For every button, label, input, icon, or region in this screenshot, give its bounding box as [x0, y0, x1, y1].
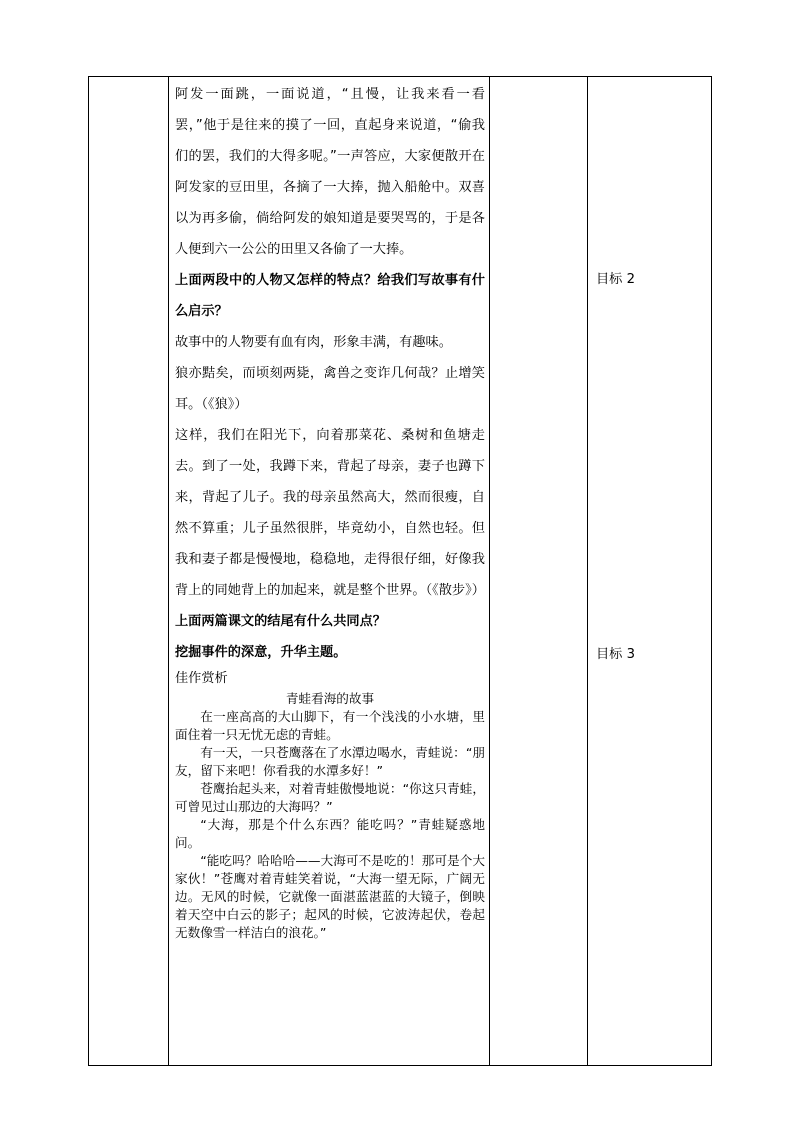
quote-paragraph-shexi: 阿发一面跳，一面说道，“且慢，让我来看一看罢，”他于是往来的摸了一回，直起身来说道，“偷我们的罢，我们的大得多呢。”一声答应，大家便散开在阿发家的豆田里，各摘了一大捧，抛入船舱中。双喜以为再多偷，倘给阿发的娘知道是要哭骂的，于是各人便到六一公公的田里又各偷了一大捧。: [175, 87, 485, 257]
answer-characters: 故事中的人物要有血有肉，形象丰满，有趣味。: [175, 335, 452, 350]
story-paragraph: 苍鹰抬起头来，对着青蛙傲慢地说：“你这只青蛙，可曾见过山那边的大海吗？”: [175, 781, 485, 814]
question-endings: 上面两篇课文的结尾有什么共同点？: [175, 614, 386, 629]
table-row: [89, 77, 712, 1066]
story-paragraph: 在一座高高的大山脚下，有一个浅浅的小水塘，里面住着一只无忧无虑的青蛙。: [175, 709, 485, 742]
quote-paragraph-wolf: 狼亦黠矣，而顷刻两毙，禽兽之变诈几何哉？止增笑耳。（《狼》）: [175, 366, 485, 412]
lesson-table: [88, 76, 712, 1066]
story-paragraph: “大海，那是个什么东西？能吃吗？”青蛙疑惑地问。: [175, 817, 485, 850]
quote-paragraph-walk: 这样，我们在阳光下，向着那菜花、桑树和鱼塘走去。到了一处，我蹲下来，背起了母亲，妻子也蹲下来，背起了儿子。我的母亲虽然高大，然而很瘦，自然不算重；儿子虽然很胖，毕竟幼小，自然也轻。但我和妻子都是慢慢地，稳稳地，走得很仔细，好像我背上的同她背上的加起来，就是整个世界。（《散步》）: [175, 428, 485, 598]
appreciation-label: 佳作赏析: [175, 671, 228, 686]
story-paragraph: 有一天，一只苍鹰落在了水潭边喝水，青蛙说：“朋友，留下来吧！你看我的水潭多好！”: [175, 745, 485, 778]
left-blank-cell: [89, 77, 169, 1066]
content-body: [169, 79, 489, 942]
goal-2-label: 目标 2: [596, 272, 635, 287]
story-paragraph: “能吃吗？哈哈哈——大海可不是吃的！那可是个大家伙！”苍鹰对着青蛙笑着说，“大海一望无际，广阔无边。无风的时候，它就像一面湛蓝湛蓝的大镜子，倒映着天空中白云的影子；起风的时候，它波涛起伏，卷起无数像雪一样洁白的浪花。”: [175, 853, 485, 940]
question-characters: 上面两段中的人物又怎样的特点？给我们写故事有什么启示？: [175, 273, 485, 319]
content-cell: [169, 77, 490, 1066]
answer-endings: 挖掘事件的深意，升华主题。: [175, 645, 347, 660]
goals-cell: [588, 77, 712, 1066]
story-title: 青蛙看海的故事: [285, 691, 375, 706]
blank-cell: [490, 77, 588, 1066]
goal-3-label: 目标 3: [596, 647, 635, 662]
